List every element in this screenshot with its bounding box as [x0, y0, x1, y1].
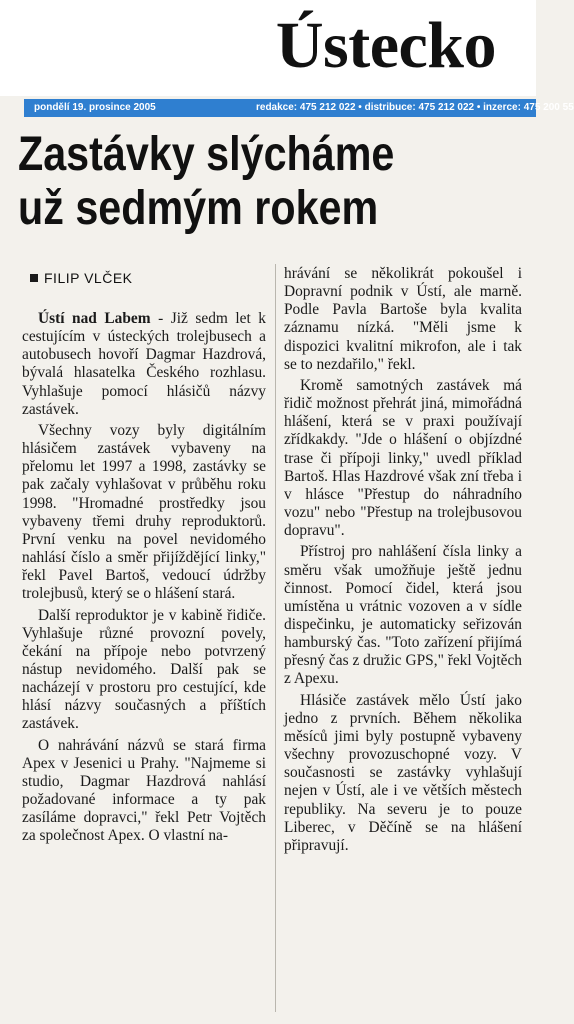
paragraph: Hlásiče zastávek mělo Ústí jako jedno z prvních. Během několika měsíců jimi byly postupně vybaveny všechny provozuschopné vozy. V současnosti se zastávky vyhlašují nejen v Ústí, ale i ve větších městech republiky. Na severu je to pouze Liberec, v Děčíně se na hlášení připravují. [284, 691, 522, 854]
paragraph: Kromě samotných zastávek má řidič možnost přehrát jiná, mimořádná hlášení, která se v praxi používají zřídkakdy. "Jde o hlášení o objízdné trase či přípoji linky," uvedl příklad Bartoš. Hlas Hazdrové však zní třeba i v hlásce "Přestup do náhradního vozu" nebo "Přestup na trolejbusovou dopravu". [284, 376, 522, 540]
paragraph: hrávání se několikrát pokoušel i Dopravní podnik v Ústí, ale marně. Podle Pavla Bartoše byla kvalita záznamu nízká. "Měli jsme k dispozici kvalitní mikrofon, ale i tak se to nezdařilo," řekl. [284, 265, 522, 373]
article-column-left [22, 310, 266, 849]
dateline-place: Ústí nad Labem [38, 310, 151, 327]
headline [18, 128, 457, 236]
contact-numbers: redakce: 475 212 022 • distribuce: 475 212 022 • inzerce: 475 200 55 [256, 102, 574, 113]
issue-date: pondělí 19. prosince 2005 [34, 102, 156, 113]
headline-line-1: Zastávky slýcháme [18, 128, 395, 181]
headline-line-2: už sedmým rokem [18, 182, 379, 235]
paragraph [22, 310, 266, 419]
byline-square-icon [30, 274, 38, 282]
article-column-right [284, 265, 522, 858]
paragraph: Další reproduktor je v kabině řidiče. Vyhlašuje různé provozní povely, čekání na přípoje nebo potvrzený nástup nevidomého. Další pak se nacházejí v prostoru pro cestující, kde hlásí názvy současných a příštích zastávek. [22, 606, 266, 733]
masthead [0, 0, 536, 96]
paragraph-text: - Již sedm let k cestujícím v ústeckých trolejbusech a autobusech hovoří Dagmar Hazdrová, bývalá hlasatelka Českého rozhlasu. Vyhlašuje pomocí hlásičů názvy zastávek. [22, 310, 267, 418]
paragraph: Přístroj pro nahlášení čísla linky a směru však umožňuje ještě jednu činnost. Pomocí čidel, která jsou umístěna u vrátnic vozoven a v sídle dispečinku, je automaticky seřizován hamburský čas. "Toto zařízení přijímá přesný čas z družic GPS," řekl Vojtěch z Apexu. [284, 543, 522, 688]
paragraph: Všechny vozy byly digitálním hlásičem zastávek vybaveny na přelomu let 1997 a 1998, zastávky se pak začaly vyhlašovat v průběhu roku 1998. "Hromadné prostředky jsou vybaveny třemi druhy reproduktorů. První venku na povel nevidomého nahlásí číslo a směr přijíždějící linky," řekl Pavel Bartoš, vedoucí údržby trolejbusů, který se o hlášení stará. [22, 421, 266, 603]
column-divider [275, 264, 276, 1012]
paragraph: O nahrávání názvů se stará firma Apex v Jesenici u Prahy. "Najmeme si studio, Dagmar Hazdrová nahlásí požadované informace a ty pak zasíláme dopravci," řekl Petr Vojtěch za společnost Apex. O vlastní na- [22, 736, 266, 845]
masthead-title: Ústecko [275, 9, 496, 82]
author-name: FILIP VLČEK [44, 270, 133, 286]
byline [30, 268, 133, 288]
info-bar [24, 99, 574, 117]
